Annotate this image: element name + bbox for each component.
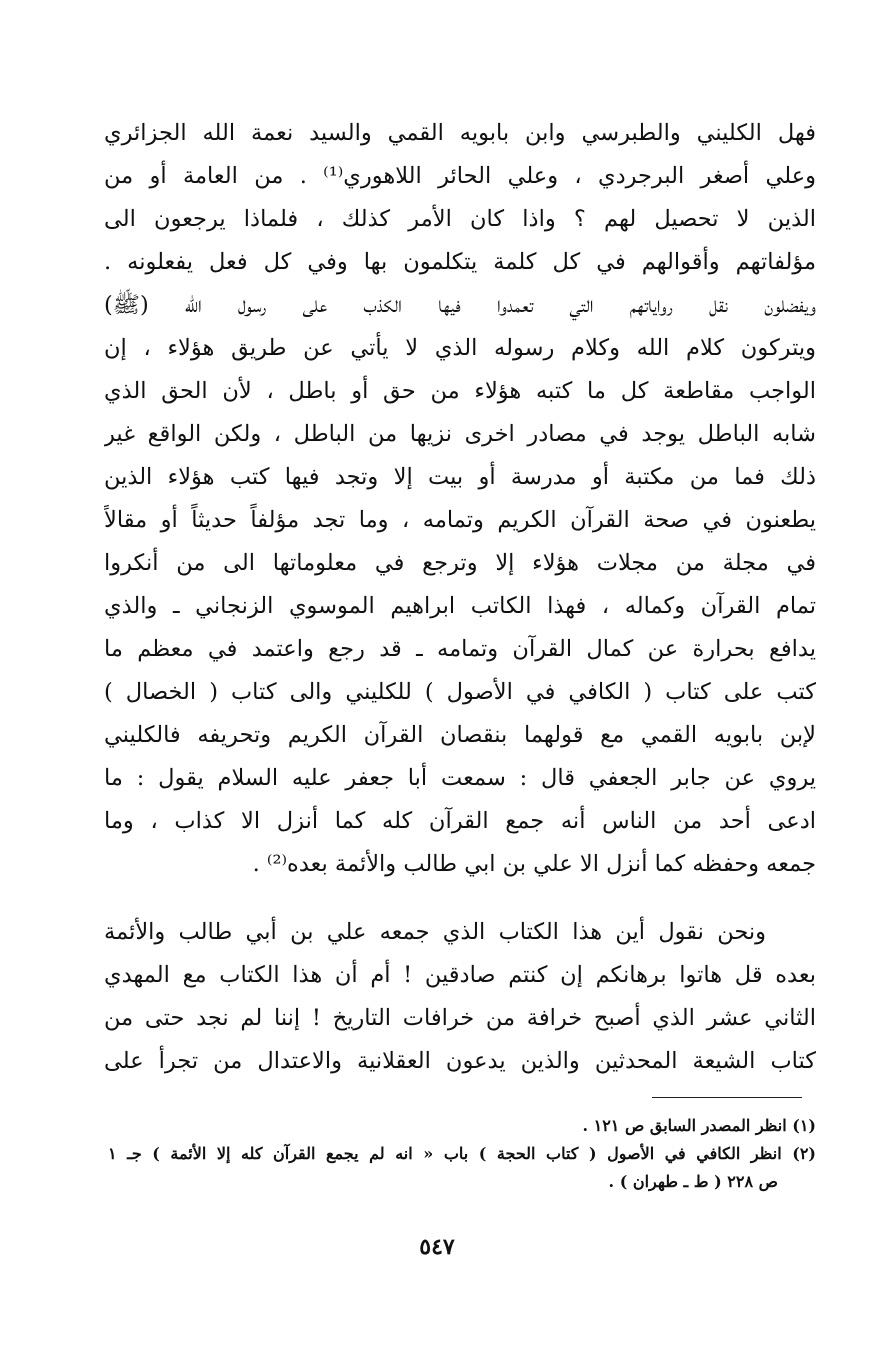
text-line: الواجب مقاطعة كل ما كتبه هؤلاء من حق أو باطل ، لأن الحق الذي	[104, 378, 816, 404]
paragraph-gap	[104, 886, 816, 911]
text-line: الذين لا تحصيل لهم ؟ واذا كان الأمر كذلك ، فلماذا يرجعون الى	[104, 206, 816, 232]
text-line: جمعه وحفظه كما أنزل الا علي بن ابي طالب والأئمة بعده⁽²⁾ .	[252, 851, 816, 877]
text-line: كتاب الشيعة المحدثين والذين يدعون العقلانية والاعتدال من تجرأ على	[104, 1048, 816, 1074]
text-line: وعلي أصغر البرجردي ، وعلي الحائر اللاهوري⁽¹⁾ . من العامة أو من	[104, 163, 816, 189]
text-line: شابه الباطل يوجد في مصادر اخرى نزيها من الباطل ، ولكن الواقع غير	[104, 421, 816, 447]
text-line: ونحن نقول أين هذا الكتاب الذي جمعه علي بن أبي طالب والأئمة	[104, 919, 766, 945]
main-text	[104, 112, 816, 1083]
text-line: الثاني عشر الذي أصبح خرافة من خرافات التاريخ ! إننا لم نجد حتى من	[104, 1005, 816, 1031]
text-line: ويفضلون نقل رواياتهم التي تعمدوا فيها الكذب على رسول الله (ﷺ)	[104, 292, 816, 318]
text-line: ادعى أحد من الناس أنه جمع القرآن كله كما أنزل الا كذاب ، وما	[104, 808, 816, 834]
text-line: ويتركون كلام الله وكلام رسوله الذي لا يأتي عن طريق هؤلاء ، إن	[104, 335, 816, 361]
text-line: في مجلة من مجلات هؤلاء إلا وترجع في معلوماتها الى من أنكروا	[104, 550, 816, 576]
footnote-1: (١) انظر المصدر السابق ص ١٢١ .	[582, 1116, 816, 1135]
text-line: مؤلفاتهم وأقوالهم في كل كلمة يتكلمون بها وفي كل فعل يفعلونه .	[104, 249, 816, 275]
footnote-2: (٢) انظر الكافي في الأصول ( كتاب الحجة ) باب « انه لم يجمع القرآن كله إلا الأئمة ) جـ ١	[108, 1144, 816, 1163]
text-line: فهل الكليني والطبرسي وابن بابويه القمي والسيد نعمة الله الجزائري	[104, 120, 816, 146]
text-line: لإبن بابويه القمي مع قولهما بنقصان القرآن الكريم وتحريفه فالكليني	[104, 722, 816, 748]
page-number: ٥٤٧	[419, 1234, 455, 1260]
paragraph-2	[104, 911, 816, 1083]
paragraph-1	[104, 112, 816, 886]
text-line: ذلك فما من مكتبة أو مدرسة أو بيت إلا وتجد فيها كتب هؤلاء الذين	[104, 464, 816, 490]
text-line: يروي عن جابر الجعفي قال : سمعت أبا جعفر عليه السلام يقول : ما	[104, 765, 816, 791]
text-line: يطعنون في صحة القرآن الكريم وتمامه ، وما تجد مؤلفاً حديثاً أو مقالاً	[104, 507, 816, 533]
footnotes	[108, 1112, 816, 1196]
text-line: كتب على كتاب ( الكافي في الأصول ) للكليني والى كتاب ( الخصال )	[104, 679, 816, 705]
footnote-separator	[652, 1097, 802, 1098]
footnote-2-continuation: ص ٢٢٨ ( ط ـ طهران ) .	[608, 1172, 778, 1191]
text-line: يدافع بحرارة عن كمال القرآن وتمامه ـ قد رجع واعتمد في معظم ما	[104, 636, 816, 662]
text-line: بعده قل هاتوا برهانكم إن كنتم صادقين ! أم أن هذا الكتاب مع المهدي	[104, 962, 816, 988]
text-line: تمام القرآن وكماله ، فهذا الكاتب ابراهيم الموسوي الزنجاني ـ والذي	[104, 593, 816, 619]
